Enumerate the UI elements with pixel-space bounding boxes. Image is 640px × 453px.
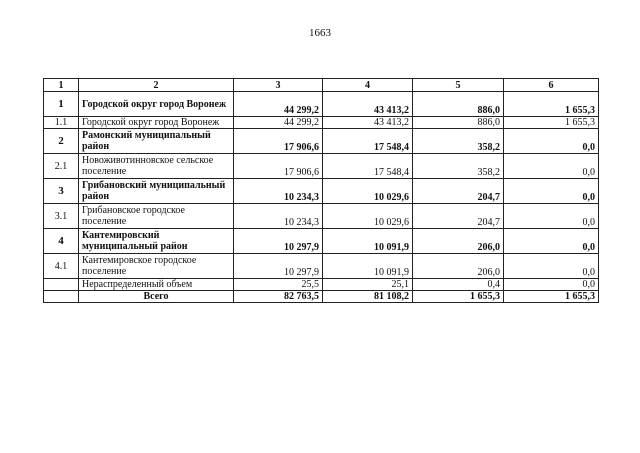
row-number-cell: 4 [44,229,79,254]
value-cell: 0,0 [504,254,599,279]
table-row [44,154,599,179]
name-cell: Грибановское городское поселение [79,204,234,229]
value-cell: 43 413,2 [323,117,413,129]
value-cell: 25,1 [323,279,413,291]
value-cell: 0,0 [504,179,599,204]
name-cell: Новоживотинновское сельское поселение [79,154,234,179]
name-cell: Городской округ город Воронеж [79,92,234,117]
header-cell: 4 [323,79,413,92]
table-row [44,204,599,229]
value-cell: 44 299,2 [234,92,323,117]
value-cell: 17 548,4 [323,129,413,154]
page-number: 1663 [309,27,331,39]
value-cell: 17 906,6 [234,154,323,179]
value-cell: 204,7 [413,204,504,229]
table-row [44,279,599,291]
value-cell: 17 906,6 [234,129,323,154]
value-cell: 358,2 [413,154,504,179]
value-cell: 1 655,3 [504,117,599,129]
table-row [44,92,599,117]
value-cell: 0,0 [504,279,599,291]
name-cell: Всего [79,291,234,303]
table-header-row [44,79,599,92]
name-cell: Городской округ город Воронеж [79,117,234,129]
header-cell: 5 [413,79,504,92]
value-cell: 1 655,3 [413,291,504,303]
row-number-cell: 1.1 [44,117,79,129]
value-cell: 10 234,3 [234,204,323,229]
table-row [44,254,599,279]
header-cell: 2 [79,79,234,92]
value-cell: 886,0 [413,117,504,129]
value-cell: 82 763,5 [234,291,323,303]
value-cell: 10 091,9 [323,254,413,279]
value-cell: 43 413,2 [323,92,413,117]
value-cell: 44 299,2 [234,117,323,129]
value-cell: 17 548,4 [323,154,413,179]
name-cell: Кантемировское городское поселение [79,254,234,279]
table-total-row [44,291,599,303]
value-cell: 10 029,6 [323,179,413,204]
value-cell: 1 655,3 [504,92,599,117]
value-cell: 10 091,9 [323,229,413,254]
name-cell: Нераспределенный объем [79,279,234,291]
value-cell: 206,0 [413,254,504,279]
name-cell: Рамонский муниципальный район [79,129,234,154]
value-cell: 206,0 [413,229,504,254]
value-cell: 10 297,9 [234,254,323,279]
row-number-cell: 3.1 [44,204,79,229]
value-cell: 0,0 [504,229,599,254]
table-row [44,129,599,154]
row-number-cell: 1 [44,92,79,117]
name-cell: Кантемировский муниципальный район [79,229,234,254]
value-cell: 0,4 [413,279,504,291]
allocation-table [43,78,599,303]
value-cell: 204,7 [413,179,504,204]
table-row [44,117,599,129]
value-cell: 81 108,2 [323,291,413,303]
row-number-cell [44,279,79,291]
table-row [44,229,599,254]
value-cell: 10 297,9 [234,229,323,254]
row-number-cell: 2.1 [44,154,79,179]
value-cell: 1 655,3 [504,291,599,303]
value-cell: 0,0 [504,154,599,179]
table-row [44,179,599,204]
value-cell: 886,0 [413,92,504,117]
value-cell: 0,0 [504,204,599,229]
header-cell: 6 [504,79,599,92]
row-number-cell: 3 [44,179,79,204]
value-cell: 10 234,3 [234,179,323,204]
row-number-cell: 4.1 [44,254,79,279]
header-cell: 3 [234,79,323,92]
value-cell: 0,0 [504,129,599,154]
value-cell: 25,5 [234,279,323,291]
value-cell: 358,2 [413,129,504,154]
value-cell: 10 029,6 [323,204,413,229]
name-cell: Грибановский муниципальный район [79,179,234,204]
row-number-cell: 2 [44,129,79,154]
header-cell: 1 [44,79,79,92]
row-number-cell [44,291,79,303]
